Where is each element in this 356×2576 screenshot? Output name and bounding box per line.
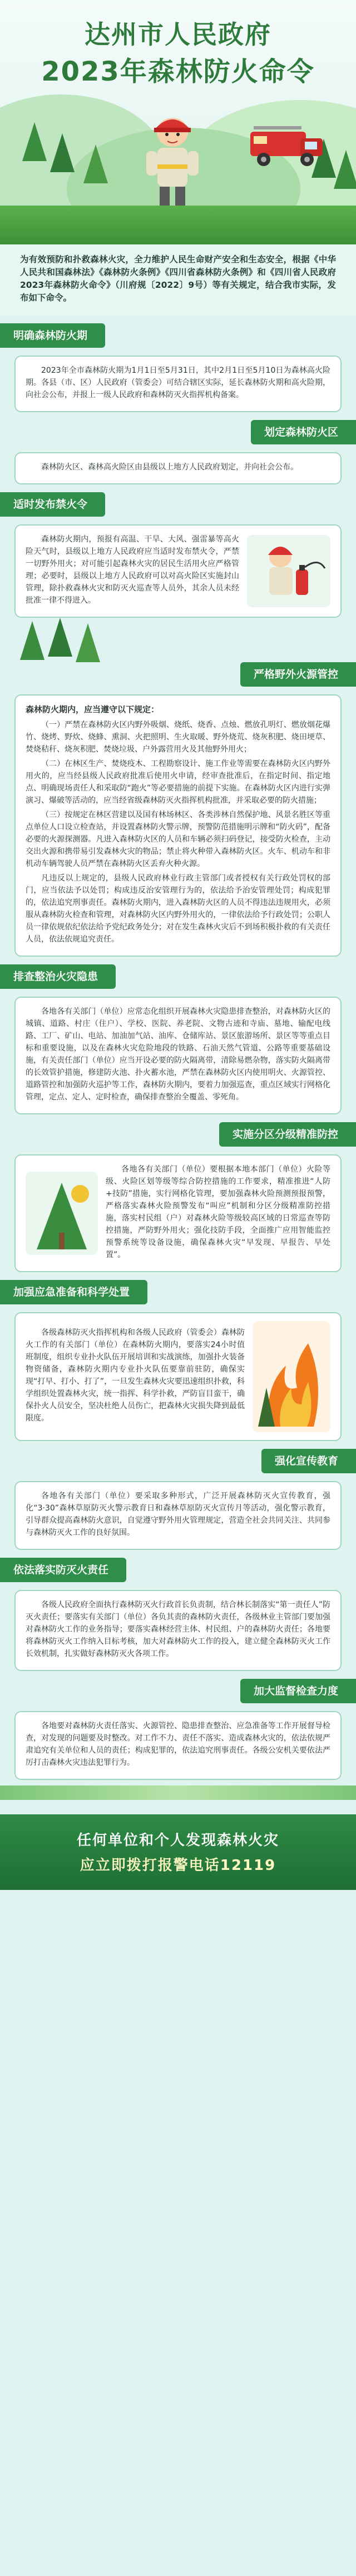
section-publicity: [0, 1441, 356, 1550]
section-title: 排查整治火灾隐患: [0, 964, 116, 989]
intro-paragraph: 为有效预防和扑救森林火灾，全力维护人民生命财产安全和生态安全，根据《中华人民共和国森林法》《森林防火条例》《四川省森林防火条例》和《四川省人民政府2023年森林防火命令》（川府规〔2022〕9号）等有关规定，结合我市实际，发布如下命令。: [0, 244, 356, 316]
hero-banner: [0, 0, 356, 244]
section-hazard-inspection: [0, 957, 356, 1114]
forest-fire-icon: [253, 1321, 330, 1432]
section-card: [14, 356, 342, 412]
section-card: [14, 1711, 342, 1780]
section-card: [14, 694, 342, 957]
section-emergency-response: [0, 1272, 356, 1441]
section-paragraph: 森林防火期内，预报有高温、干旱、大风、强雷暴等高火险天气时，县级以上地方人民政府应当适时发布禁火令，严禁一切野外用火；对可能引起森林火灾的居民生活用火应严格管理；必要时，县级以上地方人民政府可以对高火险区实施封山管理，除扑救森林火灾和防灭火巡查等人员外，其余人员未经批准一律不得进入。: [26, 535, 239, 605]
page-title-line1: 达州市人民政府: [85, 19, 271, 49]
section-title: 严格野外火源管控: [240, 662, 356, 687]
section-card: [14, 1312, 342, 1441]
section-paragraph: 各级森林防灭火指挥机构和各级人民政府（管委会）森林防火工作的有关部门（单位）在森林防火期内，要落实24小时值班制度，组织专业扑火队伍开展培训和实战演练，加强扑火装备物资储备，森林防火期内专业扑火队伍要靠前驻防，确保实现“打早、打小、打了”，一旦发生森林火灾要迅速组织扑救，科学组织处置森林火灾，统一指挥、科学扑救，严防盲目蛮干，确保扑火人员安全，坚决杜绝人员伤亡，把森林火灾损失降到最低限度。: [26, 1328, 245, 1423]
section-title: 划定森林防火区: [251, 420, 356, 444]
section-paragraph: 森林防火区、森林高火险区由县级以上地方人民政府划定，并向社会公布。: [41, 463, 298, 472]
hero-ground: [0, 206, 356, 244]
page-title-line2: 2023年森林防火命令: [41, 56, 315, 87]
tree-icon: [48, 618, 72, 657]
section-supervision: [0, 1671, 356, 1780]
section-paragraph: 各级人民政府全面执行森林防灭火行政首长负责制，结合林长制落实“第一责任人”防灭火责任；要落实有关部门（单位）各负其责的森林防火责任，各级林业主管部门要加强对森林防火工作的业务指导；要落实森林经营主体、村民组、户的森林防火责任；各地要将森林防灭火工作纳入目标考核，加大对森林防火工作的投入，建立健全森林防灭火工作长效机制，扎实做好森林防灭火各项工作。: [26, 1600, 330, 1658]
section-paragraph: 凡违反以上规定的，县级人民政府林业行政主管部门或者授权有关行政处罚权的部门，应当依法予以处罚；构成违反治安管理行为的，依法给予治安管理处罚；构成犯罪的，依法追究刑事责任。森林防火期内，进入森林防火区的人员不得违法违规用火，必须服从森林防火检查和管理，对森林防火区内野外用火的，一律依法给予行政处罚；公职人员一律依规依纪依法给予党纪政务处分；对在发生森林火灾后不到场积极扑救的有关责任人员，依法依规追究责任。: [26, 874, 330, 944]
section-fire-zone: [0, 412, 356, 484]
firefighter-mascot-icon: [142, 111, 203, 211]
firefighter-with-extinguisher-icon: [247, 535, 330, 607]
section-paragraph: （三）按规定在林区营建以及国有林场林区、各类涉林自然保护地、风景名胜区等重点单位人口设立检查站，并设置森林防火警示牌，预警防范措施明示牌和“防火码”，配备必要的火源探测器。凡进入森林防火区的人员和车辆必须扫码登记，接受防火检查，主动交出火源和携带易引发森林火灾的物品；禁止将火种带入森林防火区。火车、机动车和非机动车辆驾驶人员严禁在森林防火区丢弃火种火源。: [26, 811, 330, 868]
section-zoned-prevention: [0, 1114, 356, 1272]
tree-icon: [83, 144, 108, 183]
section-title: 明确森林防火期: [0, 323, 105, 348]
section-card: [14, 1481, 342, 1550]
section-fire-period: [0, 316, 356, 412]
section-lead: 森林防火期内，应当遵守以下规定：: [26, 704, 160, 714]
footer-banner: [0, 1814, 356, 1890]
section-title: 加强应急准备和科学处置: [0, 1280, 147, 1304]
section-paragraph: （一）严禁在森林防火区内野外吸烟、烧纸、烧香、点烛、燃放孔明灯、燃放烟花爆竹、烧烤、野炊、烧蜂、熏洞、火把照明、生火取暖、野外烧荒、烧灰积肥、烧田埂草、焚烧秸秆、烧灰积肥、焚烧垃圾、户外露营用火及其他野外用火；: [26, 721, 330, 754]
section-card: [14, 997, 342, 1114]
tree-icon: [22, 122, 47, 161]
section-paragraph: 各地各有关部门（单位）应常态化组织开展森林火灾隐患排查整治，对森林防火区的城镇、道路、村庄（住户）、学校、医院、养老院、文物古迹和寺庙、墓地、输配电线路、工厂、矿山、电站、加油加气站、油库、仓储库站、景区旅游场所、景区等等重点目标和重要设施，以及在森林火灾危险地段的铁路、石油天然气管道、公路等重要基础设施，有关责任部门（单位）应当开设必要的防火隔离带，清除易燃杂物，落实防火隔离带的长效管护措施，修建防火池、扑火蓄水池，严禁在森林防火区内使用明火、火源管控、道路管控和加强防火巡护等工作，森林防火期内，要着力加强巡查，重点区域实行网格化管理，定点、定人、定时检查，确保排查整治全覆盖、零死角。: [26, 1007, 330, 1102]
tree-icon: [334, 150, 356, 189]
fire-patrol-icon: [26, 1172, 98, 1255]
decorative-strip: [0, 1785, 356, 1800]
section-paragraph: 2023年全市森林防火期为1月1日至5月31日，其中2月1日至5月10日为森林高火险期。各县（市、区）人民政府（管委会）可结合辖区实际，延长森林防火期和高火险期，向社会公布，并报上一级人民政府和森林防灭火指挥机构备案。: [26, 366, 330, 399]
section-paragraph: 各地各有关部门（单位）要根据本地本部门（单位）火险等级、火险区划等级等综合防控措施的工作要求，精准推进“人防+技防”措施，实行网格化管理，要加强森林火险预测预报预警，严格落实森林火险预警发布“叫应”机制和分区分级精准防控措施，落实村民组（户）对森林火险等级较高区域的日常巡查等防控措施，严防野外用火；强化技防手段，全面推广应用智能监控预警系统等设备设施，确保森林火灾“早发现、早报告、早处置”。: [106, 1165, 330, 1259]
section-title: 强化宣传教育: [261, 1449, 356, 1473]
section-title: 实施分区分级精准防控: [219, 1122, 356, 1147]
section-card: [14, 1590, 342, 1671]
fire-truck-icon: [245, 119, 328, 169]
section-paragraph: （二）在林区生产、焚烧疫木、工程勘察设计、施工作业等需要在森林防火区内野外用火的，应当经县级人民政府批准后使用火申请，经审查批准后，在指定时间、指定地点、明确现场责任人和采取防“跑火”等必要措施的前提下实施。在森林防火区内进行实弹演习、爆破等活动的，应当经省级森林防灭火指挥机构批准，并采取必要的防火措施；: [26, 759, 330, 805]
section-paragraph: 各地要对森林防火责任落实、火源管控、隐患排查整治、应急准备等工作开展督导检查，对发现的问题要及时整改。对工作不力、责任不落实、造成森林火灾的，依法依规严肃追究有关单位和人员的责任；构成犯罪的，依法追究刑事责任。各级公安机关要依法严厉打击森林火灾违法犯罪行为。: [26, 1722, 330, 1767]
trees-decoration: [14, 621, 342, 654]
section-paragraph: 各地各有关部门（单位）要采取多种形式，广泛开展森林防灭火宣传教育，强化“3·30”森林草原防灭火警示教育日和森林草原防灭火宣传月等活动，强化警示教育，引导群众提高森林防火意识，自觉遵守野外用火管理规定，营造全社会共同关注、共同参与森林防灭火工作的良好氛围。: [26, 1492, 330, 1537]
section-title: 加大监督检查力度: [240, 1679, 356, 1703]
section-card: [14, 1154, 342, 1272]
footer-line1: 任何单位和个人发现森林火灾: [76, 1832, 279, 1849]
section-card: [14, 524, 342, 618]
section-title: 依法落实防灭火责任: [0, 1558, 126, 1582]
section-fire-source-control: [0, 654, 356, 957]
section-card: [14, 452, 342, 484]
section-fire-ban: [0, 484, 356, 618]
section-responsibility: [0, 1550, 356, 1671]
tree-icon: [50, 133, 75, 172]
footer-line2: 应立即拨打报警电话12119: [80, 1857, 276, 1874]
section-title: 适时发布禁火令: [0, 492, 105, 517]
